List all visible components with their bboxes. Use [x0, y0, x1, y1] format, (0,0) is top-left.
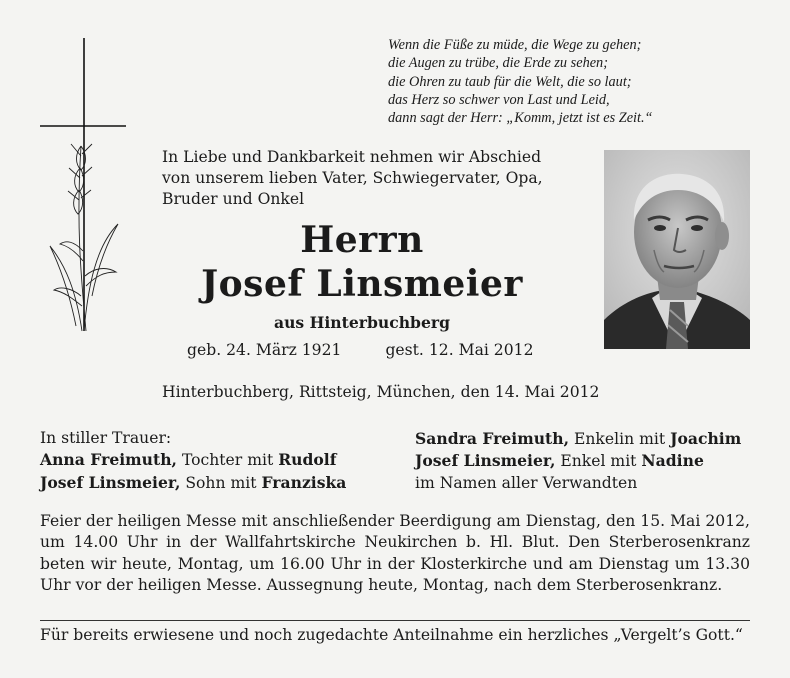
mourner-partner: Nadine: [641, 451, 704, 471]
mourner-name: Josef Linsmeier,: [415, 451, 556, 471]
thanks-line: Für bereits erwiesene und noch zugedachte Anteilnahme ein herzliches „Vergelt’s Gott.“: [40, 626, 743, 644]
poem-line: die Augen zu trübe, die Erde zu sehen;: [388, 55, 608, 72]
poem-line: das Herz so schwer von Last und Leid,: [388, 91, 610, 108]
mourner-name: Anna Freimuth,: [40, 450, 177, 470]
service-announcement: Feier der heiligen Messe mit anschließender Beerdigung am Dienstag, den 15. Mai 2012, um 14.00 Uhr in der Wallfahrtskirche Neukirchen b. Hl. Blut. Den Sterberosenkranz beten wir heute, Montag, um 16.00 Uhr in der Klosterkirche und am Dienstag um 13.30 Uhr vor der heiligen Messe. Aussegnung heute, Montag, nach dem Sterberosenkranz.: [40, 512, 750, 594]
deceased-name: Josef Linsmeier: [201, 263, 523, 305]
intro-line: von unserem lieben Vater, Schwiegervater, Opa,: [162, 169, 543, 188]
intro-line: In Liebe und Dankbarkeit nehmen wir Abschied: [162, 148, 542, 166]
portrait-photo: [604, 150, 750, 349]
mourner-relation: Tochter mit: [176, 451, 279, 470]
mourners-heading: In stiller Trauer:: [40, 429, 172, 447]
poem-line: die Ohren zu taub für die Welt, die so laut;: [388, 73, 632, 90]
mourners-left: [40, 428, 346, 494]
name-block: [162, 218, 562, 306]
poem-line: Wenn die Füße zu müde, die Wege zu gehen;: [388, 37, 642, 53]
mourner-line: [415, 450, 741, 472]
poem-line: dann sagt der Herr: „Komm, jetzt ist es Zeit.“: [388, 110, 653, 127]
mourners-closing: im Namen aller Verwandten: [415, 473, 638, 492]
mourner-partner: Joachim: [670, 429, 742, 448]
intro-text: [162, 147, 582, 211]
poem: [388, 36, 758, 127]
life-dates: [187, 341, 534, 359]
origin: aus Hinterbuchberg: [273, 313, 450, 332]
mourners-right: [415, 428, 741, 494]
death-date: gest. 12. Mai 2012: [385, 341, 534, 359]
mourner-relation: Enkel mit: [555, 452, 642, 471]
mourner-relation: Sohn mit: [180, 473, 262, 492]
mourner-line: [40, 472, 346, 494]
mourner-relation: Enkelin mit: [569, 430, 671, 448]
cross-with-wheat-icon: [36, 36, 126, 336]
intro-line: Bruder und Onkel: [162, 190, 305, 209]
mourner-line: [40, 449, 346, 471]
mourner-name: Josef Linsmeier,: [40, 472, 181, 492]
mourner-partner: Rudolf: [278, 450, 337, 470]
divider: [40, 620, 750, 621]
mourner-partner: Franziska: [261, 472, 347, 492]
birth-date: geb. 24. März 1921: [187, 341, 342, 359]
mourner-line: [415, 428, 741, 450]
mourner-name: Sandra Freimuth,: [415, 429, 570, 448]
place-and-date: Hinterbuchberg, Rittsteig, München, den 14. Mai 2012: [162, 383, 600, 401]
salutation: Herrn: [300, 219, 424, 261]
